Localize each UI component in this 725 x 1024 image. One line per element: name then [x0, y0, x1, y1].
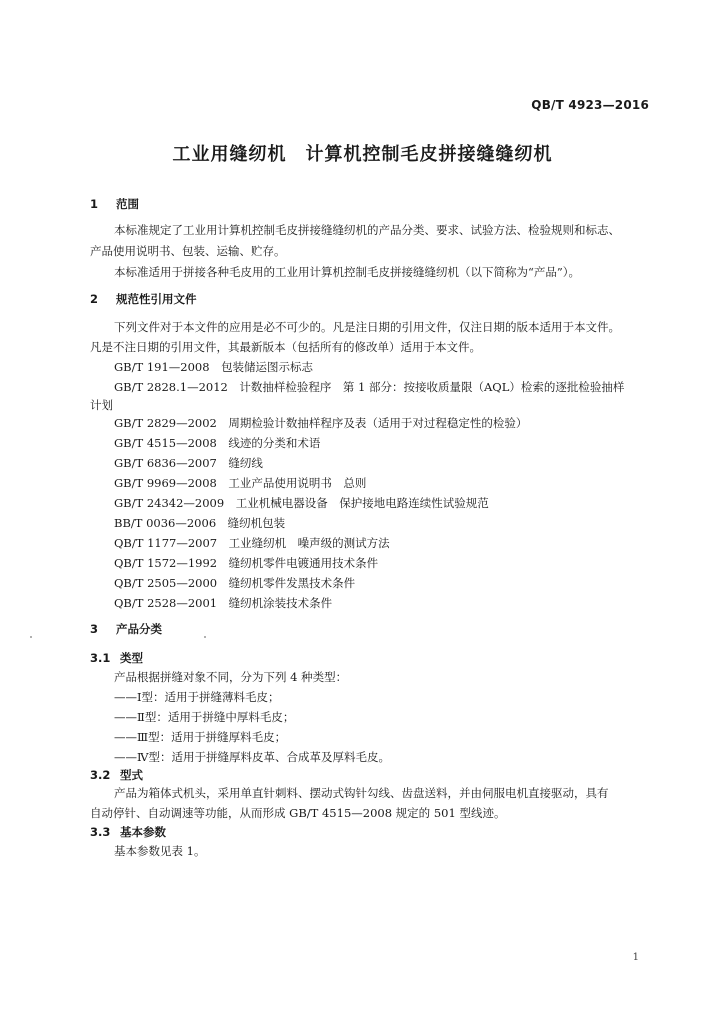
reference-title: 包装储运图示标志	[221, 360, 314, 374]
scope-para1-line1: 本标准规定了工业用计算机控制毛皮拼接缝缝纫机的产品分类、要求、试验方法、检验规则和标志、	[114, 223, 620, 237]
reference-code: GB/T 24342—2009	[114, 496, 225, 510]
reference-code: GB/T 4515—2008	[114, 436, 217, 450]
reference-title: 工业缝纫机 噪声级的测试方法	[228, 536, 390, 550]
standard-number: QB/T 4923—2016	[531, 98, 649, 112]
scan-speck	[204, 636, 206, 638]
subsection-heading-types	[90, 650, 143, 666]
subsection-number: 3.2	[90, 768, 111, 782]
form-line2: 自动停针、自动调速等功能，从而形成 GB/T 4515—2008 规定的 501 型线迹。	[90, 806, 506, 820]
reference-title: 缝纫机涂装技术条件	[228, 596, 333, 610]
document-title: 工业用缝纫机 计算机控制毛皮拼接缝缝纫机	[172, 144, 553, 165]
section-heading-normative	[90, 291, 197, 307]
section-heading-scope	[90, 196, 139, 212]
section-title: 产品分类	[116, 622, 162, 636]
normative-intro-line2: 凡是不注日期的引用文件，其最新版本（包括所有的修改单）适用于本文件。	[90, 340, 481, 354]
types-intro: 产品根据拼缝对象不同，分为下列 4 种类型：	[114, 670, 348, 684]
reference-code: GB/T 6836—2007	[114, 456, 217, 470]
subsection-number: 3.3	[90, 825, 111, 839]
reference-title: 工业机械电器设备 保护接地电路连续性试验规范	[235, 496, 489, 510]
reference-item	[114, 475, 366, 491]
normative-intro-line1: 下列文件对于本文件的应用是必不可少的。凡是注日期的引用文件，仅注日期的版本适用于本文件。	[114, 320, 620, 334]
reference-item	[114, 515, 285, 531]
reference-item	[114, 575, 355, 591]
section-number: 1	[90, 197, 99, 211]
reference-title: 计划	[90, 398, 113, 412]
reference-title: 线迹的分类和术语	[228, 436, 321, 450]
page-number: 1	[632, 952, 639, 963]
reference-title: 缝纫线	[228, 456, 263, 470]
reference-code: QB/T 2505—2000	[114, 576, 218, 590]
reference-code: GB/T 2829—2002	[114, 416, 217, 430]
reference-code: QB/T 1177—2007	[114, 536, 218, 550]
reference-item	[114, 595, 332, 611]
reference-item	[114, 455, 263, 471]
section-number: 3	[90, 622, 99, 636]
reference-code: GB/T 191—2008	[114, 360, 210, 374]
reference-title: 周期检验计数抽样程序及表（适用于对过程稳定性的检验）	[228, 416, 528, 430]
type-item: ——Ⅱ型：适用于拼缝中厚料毛皮；	[114, 710, 295, 724]
reference-title: 缝纫机零件发黑技术条件	[228, 576, 356, 590]
reference-item	[114, 535, 390, 551]
subsection-heading-params	[90, 824, 166, 840]
scope-para2: 本标准适用于拼接各种毛皮用的工业用计算机控制毛皮拼接缝缝纫机（以下简称为“产品”）。	[114, 265, 581, 279]
subsection-number: 3.1	[90, 651, 111, 665]
reference-code: QB/T 2528—2001	[114, 596, 218, 610]
subsection-heading-form	[90, 767, 143, 783]
reference-item	[114, 435, 320, 451]
reference-item	[114, 555, 378, 571]
type-item: ——Ⅲ型：适用于拼缝厚料毛皮；	[114, 730, 287, 744]
form-line1: 产品为箱体式机头，采用单直针刺料、摆动式钩针勾线、齿盘送料，并由伺服电机直接驱动，具有	[114, 786, 609, 800]
reference-item	[114, 379, 624, 395]
reference-item-continuation	[90, 397, 113, 413]
scope-para1-line2: 产品使用说明书、包装、运输、贮存。	[90, 244, 286, 258]
reference-code: BB/T 0036—2006	[114, 516, 217, 530]
section-title: 范围	[116, 197, 139, 211]
reference-title: 缝纫机包装	[227, 516, 286, 530]
reference-code: QB/T 1572—1992	[114, 556, 218, 570]
type-item: ——Ⅰ型：适用于拼缝薄料毛皮；	[114, 690, 280, 704]
reference-item	[114, 495, 489, 511]
params-line1: 基本参数见表 1。	[114, 844, 206, 858]
type-item: ——Ⅳ型：适用于拼缝厚料皮革、合成革及厚料毛皮。	[114, 750, 390, 764]
section-title: 规范性引用文件	[116, 292, 197, 306]
reference-code: GB/T 9969—2008	[114, 476, 217, 490]
reference-title: 工业产品使用说明书 总则	[228, 476, 367, 490]
reference-title: 缝纫机零件电镀通用技术条件	[228, 556, 379, 570]
reference-title: 计数抽样检验程序 第 1 部分：按接收质量限（AQL）检索的逐批检验抽样	[239, 380, 625, 394]
section-number: 2	[90, 292, 99, 306]
section-heading-classification	[90, 621, 162, 637]
subsection-title: 基本参数	[120, 825, 166, 839]
reference-code: GB/T 2828.1—2012	[114, 380, 228, 394]
reference-item	[114, 359, 313, 375]
reference-item	[114, 415, 527, 431]
subsection-title: 类型	[120, 651, 143, 665]
subsection-title: 型式	[120, 768, 143, 782]
scan-speck	[30, 636, 32, 638]
